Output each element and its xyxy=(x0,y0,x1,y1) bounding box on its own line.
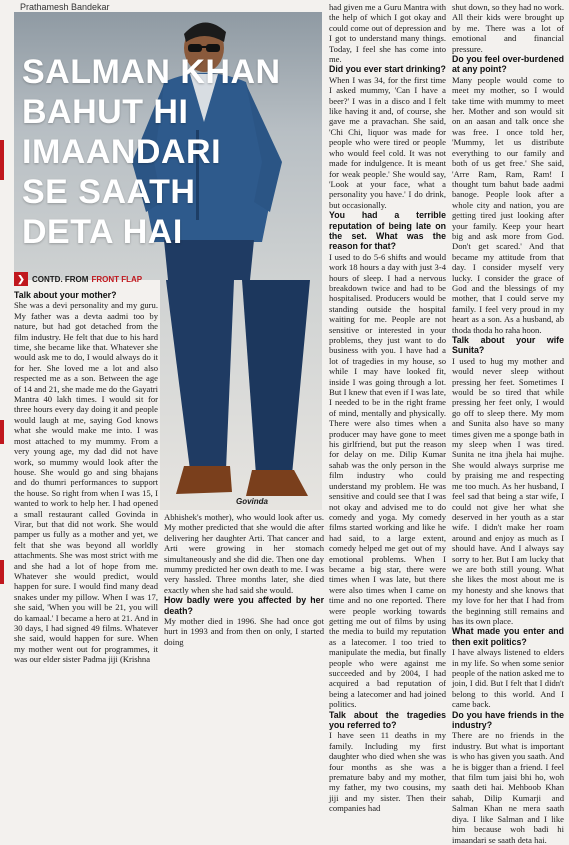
question-heading: Do you feel over-burdened at any point? xyxy=(452,54,564,75)
headline-line: DETA HAI xyxy=(22,213,183,251)
continued-source: FRONT FLAP xyxy=(91,274,143,284)
question-heading: Do you have friends in the industry? xyxy=(452,709,564,731)
article-column-4 xyxy=(452,2,564,845)
question-heading: You had a terrible reputation of being late on the set. What was the reason for that? xyxy=(329,210,446,252)
continued-from-marker xyxy=(14,272,142,286)
margin-rule xyxy=(0,140,4,180)
answer-paragraph: I used to hug my mother and would never sleep without pressing her feet. Sometimes I would be so tired that while pressing her feet only, I would go off to sleep there. My mom and Sunita also have so many times given me a sponge bath in my sleep when I was tired. Sunita ne itna jhela hai mujhe. She would always surprise me by praising me and respecting me too much. As her husband, I feel sad that being a star wife, I could not give her what she deserved in her youth as a star wife. I didn't make her roam around and enjoy as much as I should have. And I always say sorry to her. But I am lucky that we are both still young. What she likes the most about me is my honesty and she knows that my love for her that I had from the beginning still remains and has its own place. xyxy=(452,355,564,626)
answer-paragraph: She was a devi personality and my guru. My father was a devta aadmi too by nature, but had got detached from the film industry. He felt that due to his hard time, she became like that. Whatever she would ask me to do, I would always do it for her. She loved me a lot and also respected me as a son. Between the age of 14 and 21, she made me do the Gayatri Mantra 40 lakh times. I would sit for three hours every day doing it and people would laugh at me, saying God knows what she would make me into. I was most attached to my mummy. From a very young age, my dad did not have work, so mummy would look after the house. She would go and sing bhajans and do thumri performances to support the house. So right from when I was 15, I wanted to work to help her. I had opened a small restaurant called Govinda in Virar, but that did not work. She would pamper us fully as a mother and yet, we felt that she was beyond all worldly attachments. She was most strict with me and she had a lot of hope from me. Whatever she would predict, would happen for sure. I would find many dead snakes under my pillow. When I was 17, she said, 'When you will be 21, you will do kamaal.' I became a hero at 21. And in 30 days, I had signed 49 films. Whatever she said, would happen for sure. When my mother went out for programmes, it was our elder sister Padma jiji (Krishna xyxy=(14,300,158,665)
question-heading: Talk about your wife Sunita? xyxy=(452,335,564,356)
answer-paragraph: I have seen 11 deaths in my family. Including my first daughter who died when she was four months as she was a premature baby and my mother, my father, my two cousins, my jiji and my sister. Then their companies had xyxy=(329,730,446,814)
cover-photo-legs xyxy=(160,280,322,510)
headline-line: SE SAATH xyxy=(22,173,196,211)
photo-caption: Govinda xyxy=(236,497,269,506)
headline xyxy=(22,52,281,252)
answer-paragraph: My mother died in 1996. She had once got hurt in 1993 and from then on only, I started doing xyxy=(164,616,324,647)
article-column-2 xyxy=(164,512,324,647)
answer-paragraph: When I was 34, for the first time I asked mummy, 'Can I have a beer?' I was in a disco and I felt like having it and, of course, she gave me a pravachan. She said, 'Chi Chi, liquor was made for people who were tired or people who would feel cold. It was not made for indulgence. It is meant for weak people.' She would say, 'Look at your face, what a personality you have.' I do drink, but occasionally. xyxy=(329,74,446,210)
article-column-3 xyxy=(329,2,446,814)
article-column-1 xyxy=(14,290,158,665)
question-heading: What made you enter and then exit politics? xyxy=(452,626,564,647)
question-heading: How badly were you affected by her death? xyxy=(164,595,324,616)
headline-line: BAHUT HI xyxy=(22,93,189,131)
question-heading: Did you ever start drinking? xyxy=(329,64,446,75)
answer-paragraph: shut down, so they had no work. All their kids were brought up by me. There was a lot of emotional and financial pressure. xyxy=(452,2,564,54)
answer-paragraph: There are no friends in the industry. But what is important is who has given you saath. And he is bigger than a friend. I feel that film tum jaisi bhi ho, woh saath deti hai. Mehboob Khan sahab, Dilip Kumarji and Salman Khan ne mera saath diya. I like Salman and I like him because woh badi hi imaandari se saath deta hai. xyxy=(452,730,564,845)
answer-paragraph: had given me a Guru Mantra with the help of which I got okay and could come out of depression and I got to understand many things. Today, I feel she has come into me. xyxy=(329,2,446,65)
headline-line: SALMAN KHAN xyxy=(22,53,281,91)
byline: Prathamesh Bandekar xyxy=(20,2,110,12)
answer-paragraph: I used to do 5-6 shifts and would work 18 hours a day with just 3-4 hours of sleep. I had a nervous breakdown twice and had to be hospitalised. Producers would be standing outside the hospital waiting for me. People are not sensitive or interested in your problems, they just want to do business with you. I have had a lot of tragedies in my house, so while I may have looked fit, inside I was going through a lot. But I knew that even if I was late, I needed to be in the right frame of mind, mentally and physically. There were also times when a producer may have gone to meet his girlfriend, but put the reason for delay on me. Dilip Kumar sahab was the only person in the film industry who could understand my problem. He was sensitive and could see that I was not okay and advised me to do comedy and yoga. My comedy films started working and like he had said, to a large extent, comedy helped me get out of my emotional problems. When I became a big star, there were times when I was late, but there were also times when I came on time and no one reported. There were people working towards getting me out of films by using the media to build my reputation as a latecomer. I too tried to manipulate the media, but finally people who were against me succeeded and by 2004, I had acquired a bad reputation of being a latecomer and had joined politics. xyxy=(329,251,446,710)
answer-paragraph: I have always listened to elders in my life. So when some senior people of the nation asked me to join, I did. But I felt that I didn't belong to this world. And I came back. xyxy=(452,647,564,710)
question-heading: Talk about your mother? xyxy=(14,290,117,300)
jeans-and-boots xyxy=(160,280,322,510)
question-heading: Talk about the tragedies you referred to? xyxy=(329,709,446,731)
chevron-right-icon: ❯ xyxy=(14,272,28,286)
margin-rule xyxy=(0,560,4,584)
continued-label: CONTD. FROM xyxy=(32,274,89,284)
answer-paragraph: Many people would come to meet my mother, so I would take time with mummy to meet her. Mother and son would sit on an aasan and talk once she was free. I once told her, 'Mummy, let us distribute everything to our family and both of us get free.' She said, 'Arre Ram, Ram, Ram! I thought tum bahut bade aadmi banoge. People look after a whole city and nation, you are getting tired just looking after your family. Keep your heart big and ask more from God. Don't get scared.' And that became my attitude from that day. I consider myself very lucky. I consider the grace of God and the blessings of my mother, that I could serve my family. I feel very proud in my heart as a son. As a husband, ab thoda thoda ho raha hoon. xyxy=(452,74,564,335)
margin-rule xyxy=(0,420,4,444)
headline-line: IMAANDARI xyxy=(22,133,222,171)
answer-paragraph: Abhishek's mother), who would look after us. My mother predicted that she would die after delivering her daughter Arti. That cancer and Arti were growing in her stomach simultaneously and she did die. Then one day mummy predicted her own death to me. I was very hassled. Three months later, she died exactly when she had said she would. xyxy=(164,512,324,595)
